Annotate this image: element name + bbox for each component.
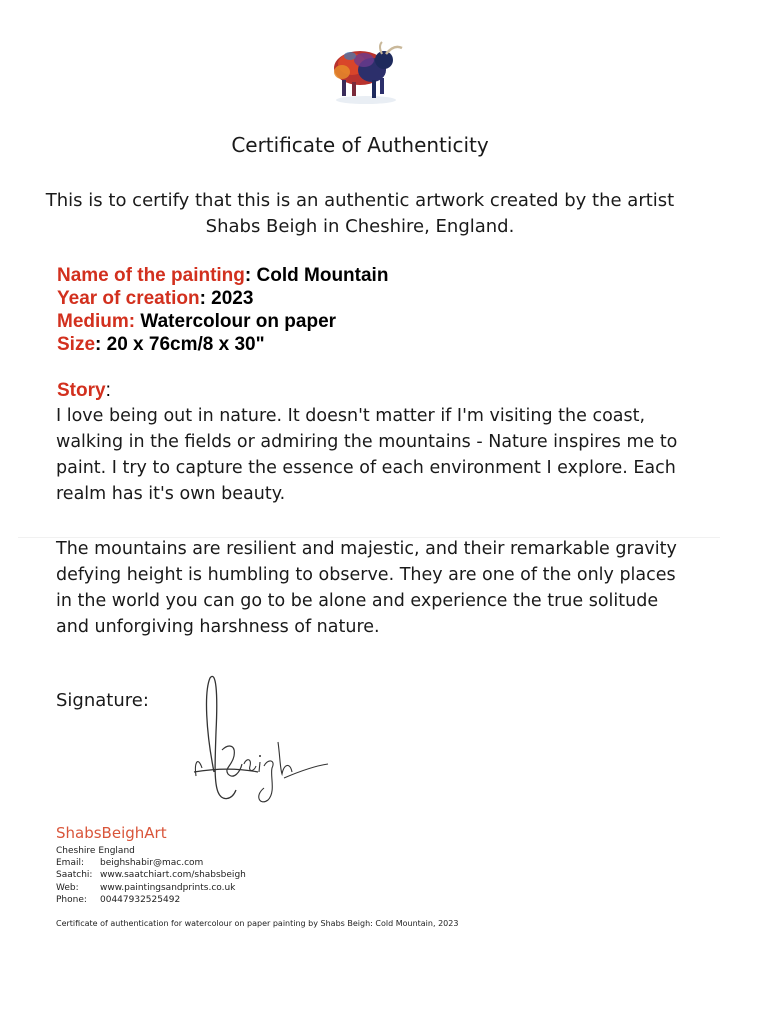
contact-email-row bbox=[56, 857, 246, 869]
name-label: Name of the painting bbox=[57, 265, 245, 286]
signature-label: Signature: bbox=[56, 690, 149, 711]
contact-block bbox=[56, 845, 246, 906]
painting-details bbox=[57, 264, 388, 356]
email-label: Email: bbox=[56, 858, 85, 869]
story-heading: Story: bbox=[57, 380, 111, 401]
certificate-title: Certificate of Authenticity bbox=[231, 133, 489, 157]
story-paragraph-1: I love being out in nature. It doesn't matter if I'm visiting the coast, walking in the fields or admiring the mountains - Nature inspires me to paint. I try to capture the essence of each environment I explore. Each realm has it's own beauty. bbox=[56, 406, 678, 504]
detail-name: Name of the painting: Cold Mountain bbox=[57, 265, 389, 286]
footer-note: Certificate of authentication for watercolour on paper painting by Shabs Beigh: Cold Mountain, 2023 bbox=[56, 919, 459, 928]
story-label: Story bbox=[57, 380, 106, 401]
year-value: 2023 bbox=[211, 288, 254, 309]
detail-year: Year of creation: 2023 bbox=[57, 288, 254, 309]
year-label: Year of creation bbox=[57, 288, 200, 309]
contact-location: Cheshire England bbox=[56, 846, 135, 856]
saatchi-value: www.saatchiart.com/shabsbeigh bbox=[100, 870, 246, 881]
size-value: 20 x 76cm/8 x 30" bbox=[106, 334, 265, 355]
saatchi-label: Saatchi: bbox=[56, 870, 93, 881]
contact-phone-row bbox=[56, 894, 246, 906]
artist-signature bbox=[188, 672, 338, 820]
contact-saatchi-row bbox=[56, 869, 246, 881]
story-paragraph-2: The mountains are resilient and majestic, and their remarkable gravity defying height is humbling to observe. They are one of the only places in the world you can go to be alone and experience the true solitude and unforgiving harshness of nature. bbox=[56, 539, 677, 637]
detail-medium bbox=[57, 310, 388, 333]
web-value: www.paintingsandprints.co.uk bbox=[100, 882, 236, 893]
detail-size: Size: 20 x 76cm/8 x 30" bbox=[57, 334, 265, 355]
brand-name: ShabsBeighArt bbox=[56, 824, 167, 842]
contact-web-row bbox=[56, 882, 246, 894]
medium-value: Watercolour on paper bbox=[140, 311, 337, 332]
medium-label: Medium: bbox=[57, 311, 136, 332]
web-label: Web: bbox=[56, 882, 79, 893]
email-value: beighshabir@mac.com bbox=[100, 858, 204, 869]
phone-value: 00447932525492 bbox=[100, 894, 181, 905]
bull-logo bbox=[326, 34, 408, 106]
name-value: Cold Mountain bbox=[256, 265, 389, 286]
phone-label: Phone: bbox=[56, 894, 87, 905]
intro-text bbox=[40, 188, 680, 240]
size-label: Size bbox=[57, 334, 96, 355]
intro-line-1: This is to certify that this is an authentic artwork created by the artist bbox=[45, 190, 675, 211]
intro-line-2: Shabs Beigh in Cheshire, England. bbox=[205, 216, 515, 237]
